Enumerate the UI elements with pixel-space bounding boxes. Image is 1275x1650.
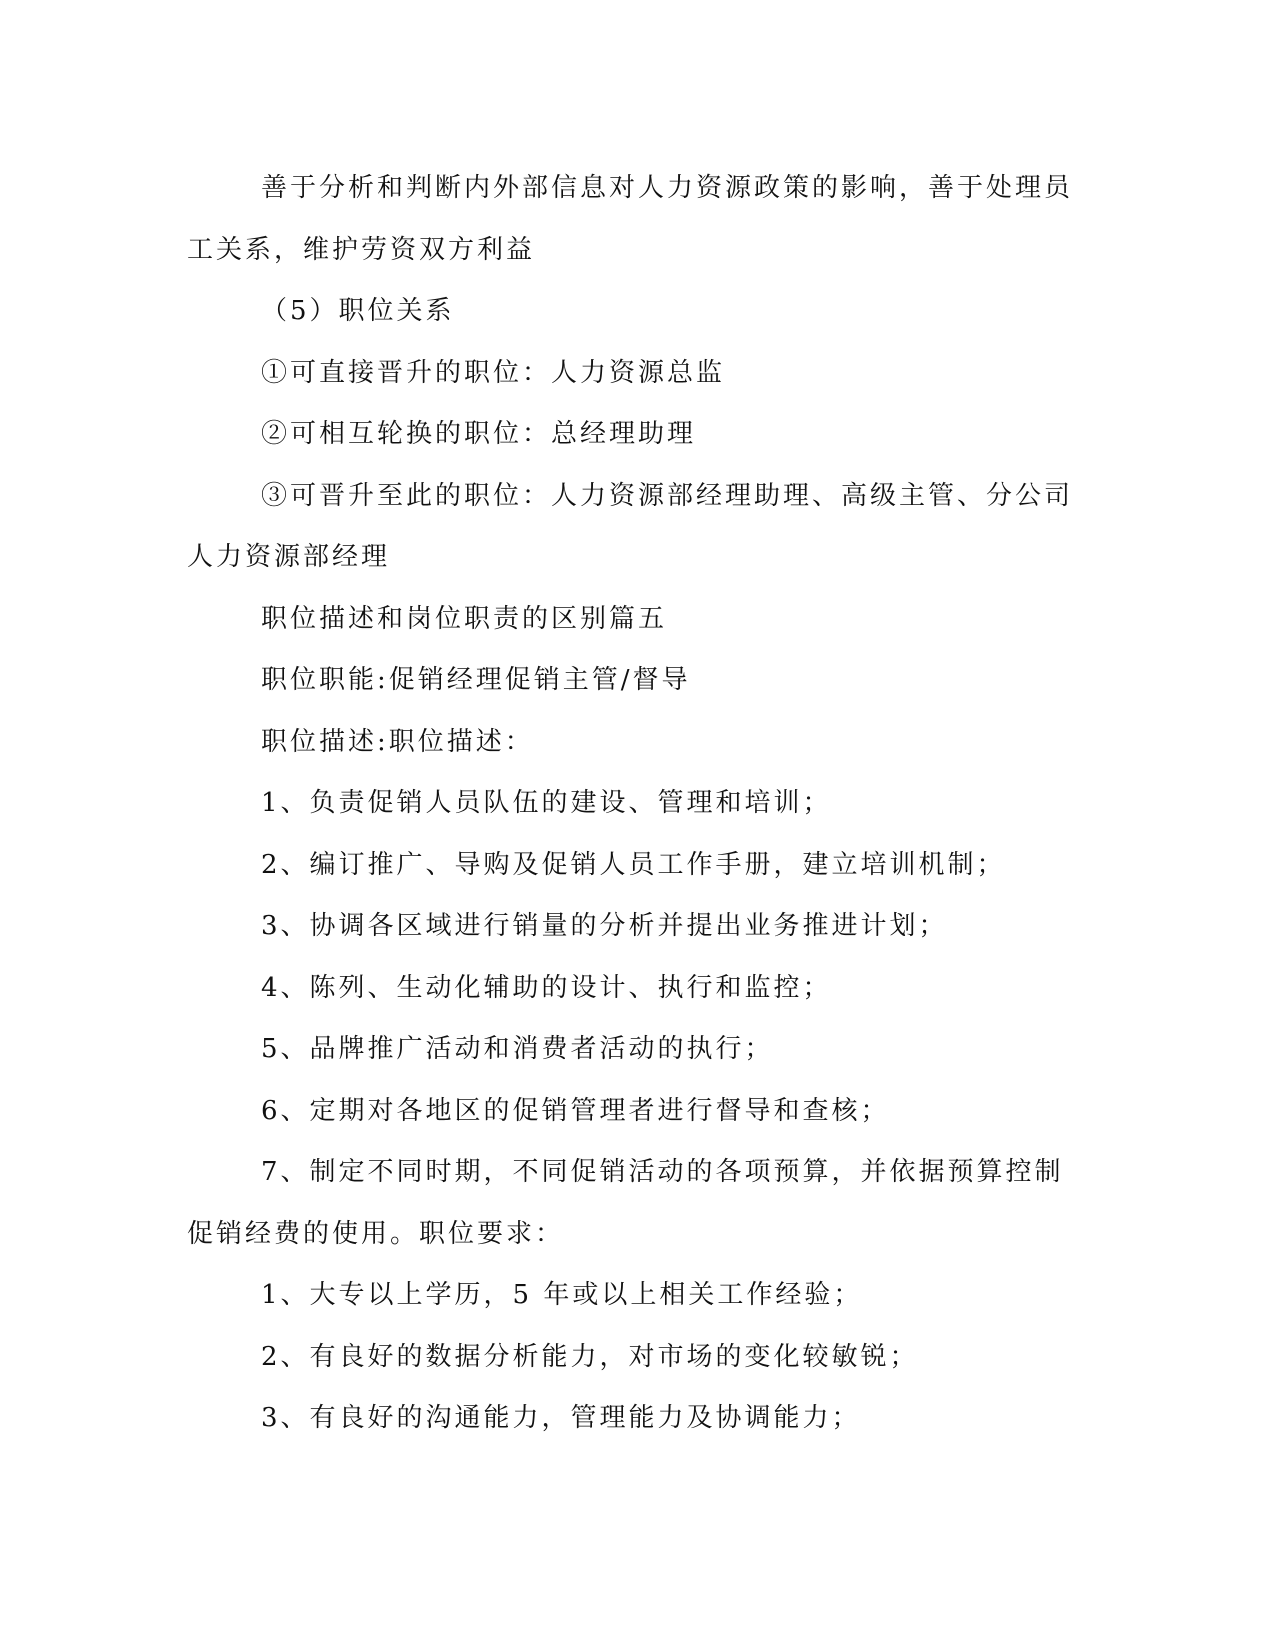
text-line: 4、陈列、生动化辅助的设计、执行和监控； [261,972,832,1003]
list-item [187,1142,1087,1204]
text-line: 1、大专以上学历，5 年或以上相关工作经验； [261,1280,863,1310]
text-line: 3、协调各区域进行销量的分析并提出业务推进计划； [261,911,948,941]
list-item [187,1265,1087,1327]
list-item [187,1327,1087,1389]
text-line: 促销经费的使用。职位要求： [187,1218,565,1249]
section-heading [187,281,1087,343]
list-item [187,1388,1087,1450]
text-line: ①可直接晋升的职位：人力资源总监 [261,357,726,388]
body-text [187,712,1087,774]
text-line: 3、有良好的沟通能力，管理能力及协调能力； [261,1403,861,1433]
list-item-continuation [187,1204,1087,1266]
list-item [187,343,1087,405]
body-text [187,650,1087,712]
text-line: ②可相互轮换的职位：总经理助理 [261,419,697,449]
text-line: 2、有良好的数据分析能力，对市场的变化较敏锐； [261,1341,919,1372]
text-line: 5、品牌推广活动和消费者活动的执行； [261,1034,774,1064]
list-item [187,896,1087,958]
list-item [187,1081,1087,1143]
text-line: 善于分析和判断内外部信息对人力资源政策的影响，善于处理员 [261,173,1074,203]
text-line: 职位描述和岗位职责的区别篇五 [261,603,668,634]
list-item [187,773,1087,835]
document-body [187,158,1087,1450]
list-item [187,835,1087,897]
text-line: 工关系，维护劳资双方利益 [187,234,536,265]
text-line: 人力资源部经理 [187,542,391,572]
text-line: 6、定期对各地区的促销管理者进行督导和查核； [261,1095,890,1126]
text-line: 1、负责促销人员队伍的建设、管理和培训； [261,788,832,818]
text-line: 职位描述:职位描述： [261,726,534,757]
body-text-continuation [187,220,1087,282]
list-item-continuation [187,527,1087,589]
list-item [187,958,1087,1020]
text-line: 7、制定不同时期，不同促销活动的各项预算，并依据预算控制 [261,1157,1064,1187]
text-line: ③可晋升至此的职位：人力资源部经理助理、高级主管、分公司 [261,480,1074,511]
text-line: 2、编订推广、导购及促销人员工作手册，建立培训机制； [261,849,1006,880]
section-heading [187,589,1087,651]
list-item [187,466,1087,528]
list-item [187,1019,1087,1081]
text-line: 职位职能:促销经理促销主管/督导 [261,665,691,695]
list-item [187,404,1087,466]
text-line: （5）职位关系 [261,296,455,326]
body-text [187,158,1087,220]
